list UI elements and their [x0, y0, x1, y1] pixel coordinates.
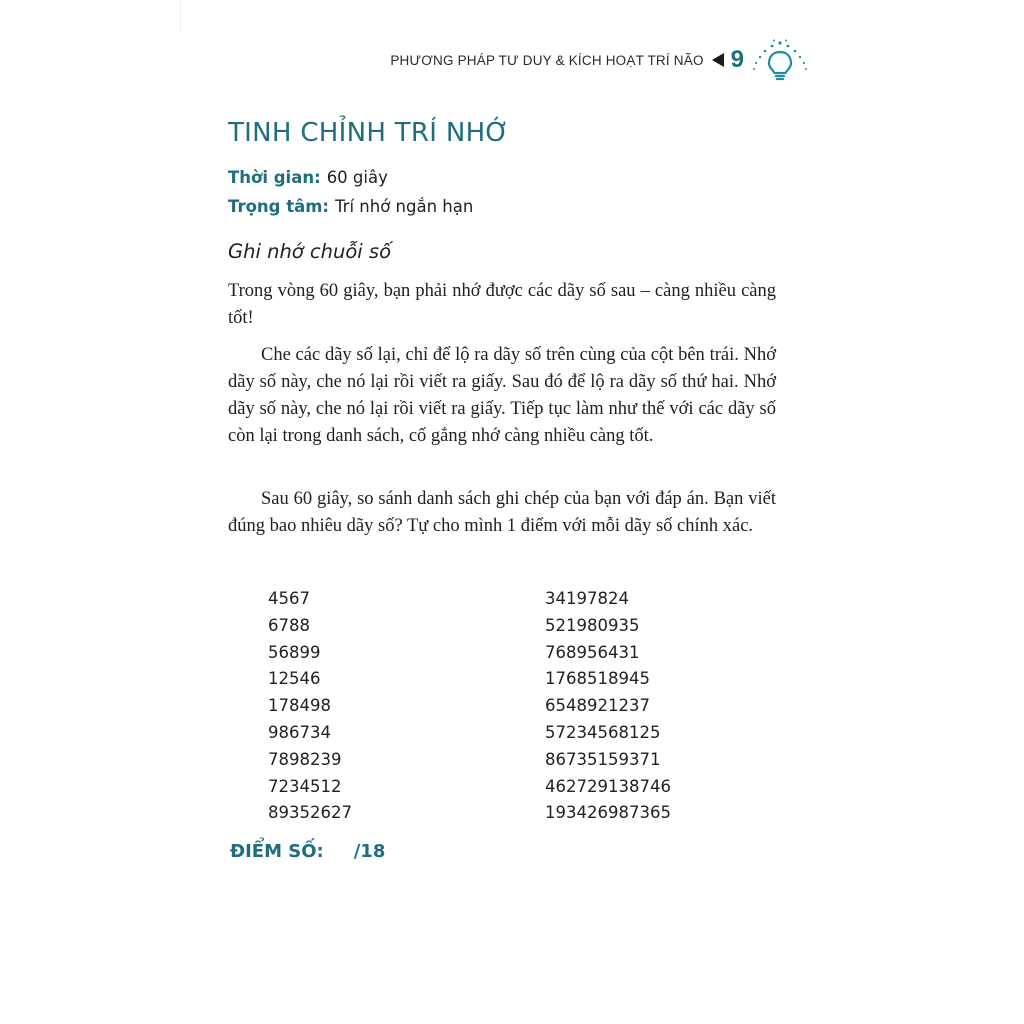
section-title: TINH CHỈNH TRÍ NHỚ — [228, 118, 510, 148]
page-edge-mark — [180, 0, 181, 30]
running-header — [340, 38, 810, 82]
focus-line — [228, 197, 473, 216]
number-sequence: 34197824 — [545, 589, 629, 608]
number-sequence: 7234512 — [268, 776, 342, 796]
number-sequence: 56899 — [268, 642, 321, 662]
instruction-paragraph: Trong vòng 60 giây, bạn phải nhớ được các dãy số sau – càng nhiều càng tốt! — [228, 281, 776, 328]
number-list-left — [268, 586, 352, 827]
focus-value: Trí nhớ ngắn hạn — [335, 197, 474, 216]
number-sequence: 4567 — [268, 589, 310, 608]
number-sequence: 6548921237 — [545, 696, 650, 716]
number-sequence: 12546 — [268, 669, 321, 689]
number-sequence: 768956431 — [545, 642, 640, 662]
time-line — [228, 168, 388, 187]
number-sequence: 1768518945 — [545, 669, 650, 689]
running-title: PHƯƠNG PHÁP TƯ DUY & KÍCH HOẠT TRÍ NÃO — [390, 52, 704, 68]
time-value: 60 giây — [326, 168, 388, 187]
number-sequence: 521980935 — [545, 615, 640, 635]
page-number: 9 — [730, 46, 744, 73]
exercise-title: Ghi nhớ chuỗi số — [228, 240, 392, 263]
number-sequence: 193426987365 — [545, 803, 671, 823]
number-sequence: 462729138746 — [545, 776, 671, 796]
number-list-right — [545, 586, 671, 827]
score-total: /18 — [353, 841, 386, 862]
instruction-paragraph: Sau 60 giây, so sánh danh sách ghi chép của bạn với đáp án. Bạn viết đúng bao nhiêu dãy số? Tự cho mình 1 điểm với mỗi dãy số chính xác. — [228, 489, 776, 536]
time-label: Thời gian: — [228, 168, 321, 187]
number-sequence: 6788 — [268, 615, 310, 635]
lightbulb-icon — [750, 38, 810, 82]
number-sequence: 57234568125 — [545, 722, 661, 742]
focus-label: Trọng tâm: — [228, 197, 330, 216]
number-sequence: 86735159371 — [545, 749, 661, 769]
left-triangle-icon — [712, 53, 724, 67]
number-sequence: 7898239 — [268, 749, 342, 769]
instruction-paragraph: Che các dãy số lại, chỉ để lộ ra dãy số trên cùng của cột bên trái. Nhớ dãy số này, che nó lại rồi viết ra giấy. Sau đó để lộ ra dãy số thứ hai. Nhớ dãy số này, che nó lại rồi viết ra giấy. Tiếp tục làm như thế với các dãy số còn lại trong danh sách, cố gắng nhớ càng nhiều càng tốt. — [228, 345, 776, 446]
number-sequence: 89352627 — [268, 803, 352, 823]
score-label: ĐIỂM SỐ: — [230, 841, 324, 862]
number-sequence: 178498 — [268, 696, 331, 716]
score-line — [230, 841, 385, 862]
number-sequence: 986734 — [268, 722, 331, 742]
